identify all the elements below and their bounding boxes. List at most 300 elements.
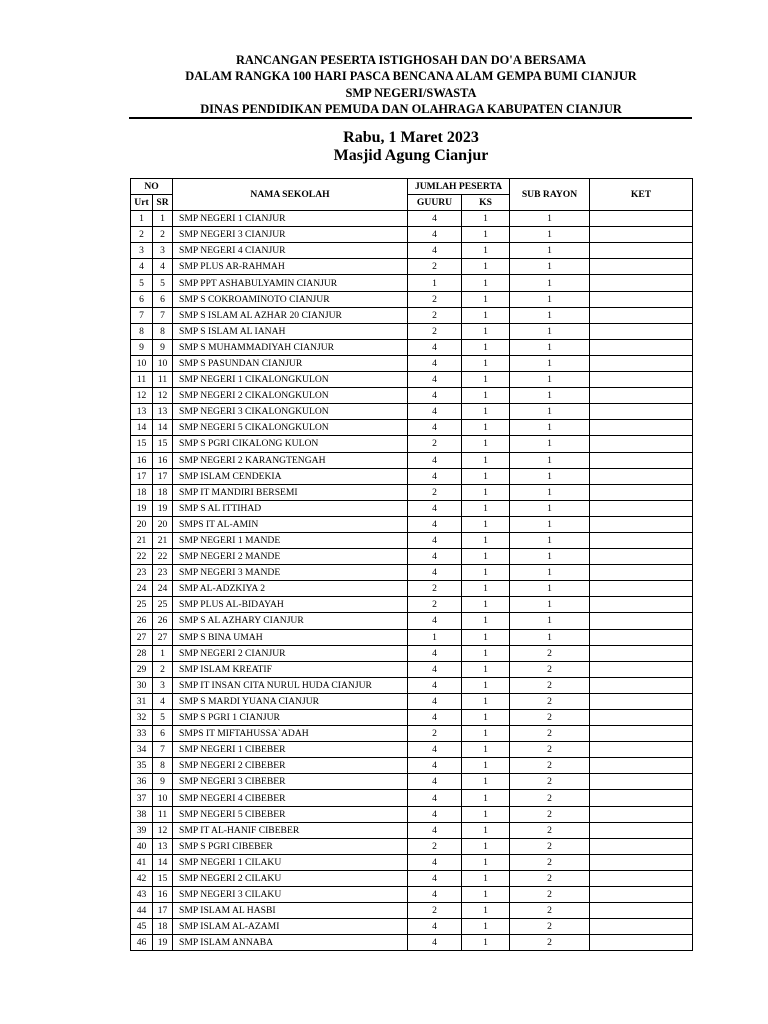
cell-nama-sekolah: SMP S COKROAMINOTO CIANJUR (173, 291, 408, 307)
table-row (131, 645, 693, 661)
cell-guru: 1 (408, 275, 462, 291)
cell-sr: 21 (153, 532, 173, 548)
cell-ket (590, 516, 693, 532)
cell-sr: 2 (153, 661, 173, 677)
cell-ks: 1 (462, 532, 510, 548)
table-row (131, 227, 693, 243)
cell-ks: 1 (462, 355, 510, 371)
cell-ks: 1 (462, 790, 510, 806)
cell-guru: 4 (408, 516, 462, 532)
cell-nama-sekolah: SMP NEGERI 2 CILAKU (173, 870, 408, 886)
cell-guru: 4 (408, 388, 462, 404)
cell-guru: 4 (408, 404, 462, 420)
cell-nama-sekolah: SMP NEGERI 1 CIANJUR (173, 211, 408, 227)
cell-ket (590, 806, 693, 822)
cell-ks: 1 (462, 854, 510, 870)
cell-sub-rayon: 1 (510, 259, 590, 275)
cell-ket (590, 838, 693, 854)
cell-ket (590, 597, 693, 613)
cell-nama-sekolah: SMP ISLAM AL HASBI (173, 903, 408, 919)
cell-sr: 6 (153, 726, 173, 742)
cell-sub-rayon: 2 (510, 774, 590, 790)
cell-ket (590, 790, 693, 806)
cell-sub-rayon: 2 (510, 806, 590, 822)
cell-urt: 43 (131, 887, 153, 903)
cell-guru: 4 (408, 774, 462, 790)
cell-guru: 2 (408, 291, 462, 307)
cell-urt: 13 (131, 404, 153, 420)
cell-sub-rayon: 1 (510, 549, 590, 565)
cell-nama-sekolah: SMP PLUS AR-RAHMAH (173, 259, 408, 275)
cell-ks: 1 (462, 291, 510, 307)
cell-ks: 1 (462, 903, 510, 919)
cell-guru: 2 (408, 581, 462, 597)
cell-ket (590, 468, 693, 484)
cell-sr: 19 (153, 935, 173, 951)
cell-nama-sekolah: SMP ISLAM ANNABA (173, 935, 408, 951)
cell-nama-sekolah: SMP AL-ADZKIYA 2 (173, 581, 408, 597)
table-row (131, 565, 693, 581)
cell-sub-rayon: 1 (510, 243, 590, 259)
cell-sr: 14 (153, 420, 173, 436)
cell-urt: 32 (131, 710, 153, 726)
cell-urt: 30 (131, 677, 153, 693)
cell-nama-sekolah: SMP NEGERI 1 MANDE (173, 532, 408, 548)
cell-guru: 4 (408, 806, 462, 822)
table-row (131, 468, 693, 484)
cell-guru: 2 (408, 259, 462, 275)
header-divider (129, 117, 692, 119)
cell-sub-rayon: 2 (510, 693, 590, 709)
cell-ket (590, 677, 693, 693)
cell-urt: 42 (131, 870, 153, 886)
cell-sr: 27 (153, 629, 173, 645)
col-header-ks: KS (462, 195, 510, 211)
cell-sr: 23 (153, 565, 173, 581)
cell-sr: 1 (153, 645, 173, 661)
cell-ks: 1 (462, 597, 510, 613)
cell-sub-rayon: 1 (510, 436, 590, 452)
table-row (131, 291, 693, 307)
cell-sub-rayon: 2 (510, 726, 590, 742)
cell-sr: 15 (153, 870, 173, 886)
cell-nama-sekolah: SMP NEGERI 3 CIBEBER (173, 774, 408, 790)
cell-sub-rayon: 1 (510, 516, 590, 532)
cell-urt: 15 (131, 436, 153, 452)
cell-guru: 4 (408, 758, 462, 774)
cell-ks: 1 (462, 710, 510, 726)
cell-ket (590, 355, 693, 371)
cell-urt: 29 (131, 661, 153, 677)
table-row (131, 758, 693, 774)
cell-urt: 38 (131, 806, 153, 822)
cell-guru: 4 (408, 710, 462, 726)
cell-sr: 4 (153, 693, 173, 709)
cell-sr: 13 (153, 404, 173, 420)
cell-ks: 1 (462, 243, 510, 259)
cell-guru: 4 (408, 500, 462, 516)
col-header-sub-rayon: SUB RAYON (510, 179, 590, 211)
cell-nama-sekolah: SMP NEGERI 5 CIKALONGKULON (173, 420, 408, 436)
cell-sr: 19 (153, 500, 173, 516)
cell-nama-sekolah: SMP ISLAM CENDEKIA (173, 468, 408, 484)
cell-ket (590, 822, 693, 838)
cell-guru: 4 (408, 677, 462, 693)
cell-ks: 1 (462, 549, 510, 565)
cell-nama-sekolah: SMP NEGERI 2 CIANJUR (173, 645, 408, 661)
cell-sub-rayon: 2 (510, 822, 590, 838)
cell-ket (590, 661, 693, 677)
cell-nama-sekolah: SMP ISLAM KREATIF (173, 661, 408, 677)
cell-sub-rayon: 2 (510, 854, 590, 870)
cell-guru: 4 (408, 211, 462, 227)
cell-guru: 2 (408, 726, 462, 742)
cell-ket (590, 935, 693, 951)
cell-ks: 1 (462, 822, 510, 838)
cell-ks: 1 (462, 227, 510, 243)
table-row (131, 532, 693, 548)
cell-nama-sekolah: SMP S ISLAM AL AZHAR 20 CIANJUR (173, 307, 408, 323)
cell-ks: 1 (462, 500, 510, 516)
cell-ket (590, 532, 693, 548)
table-row (131, 452, 693, 468)
cell-sub-rayon: 1 (510, 211, 590, 227)
cell-ket (590, 339, 693, 355)
cell-urt: 28 (131, 645, 153, 661)
cell-sr: 4 (153, 259, 173, 275)
cell-sr: 26 (153, 613, 173, 629)
cell-sub-rayon: 1 (510, 565, 590, 581)
cell-urt: 46 (131, 935, 153, 951)
cell-ket (590, 323, 693, 339)
cell-sub-rayon: 1 (510, 420, 590, 436)
cell-ks: 1 (462, 565, 510, 581)
cell-ket (590, 549, 693, 565)
cell-ks: 1 (462, 211, 510, 227)
cell-ket (590, 726, 693, 742)
col-header-ket: KET (590, 179, 693, 211)
table-row (131, 372, 693, 388)
cell-urt: 21 (131, 532, 153, 548)
cell-urt: 36 (131, 774, 153, 790)
cell-ket (590, 565, 693, 581)
cell-guru: 2 (408, 903, 462, 919)
cell-nama-sekolah: SMP IT INSAN CITA NURUL HUDA CIANJUR (173, 677, 408, 693)
cell-guru: 2 (408, 436, 462, 452)
cell-guru: 4 (408, 372, 462, 388)
cell-urt: 31 (131, 693, 153, 709)
cell-ket (590, 693, 693, 709)
cell-ket (590, 870, 693, 886)
cell-ks: 1 (462, 742, 510, 758)
cell-nama-sekolah: SMP NEGERI 3 CIANJUR (173, 227, 408, 243)
cell-sr: 9 (153, 339, 173, 355)
cell-urt: 19 (131, 500, 153, 516)
cell-guru: 4 (408, 565, 462, 581)
cell-guru: 4 (408, 243, 462, 259)
cell-ket (590, 710, 693, 726)
cell-ks: 1 (462, 661, 510, 677)
cell-ket (590, 758, 693, 774)
table-body (131, 211, 693, 951)
cell-ks: 1 (462, 259, 510, 275)
cell-ks: 1 (462, 339, 510, 355)
cell-sub-rayon: 1 (510, 372, 590, 388)
table-row (131, 549, 693, 565)
cell-sr: 8 (153, 323, 173, 339)
cell-nama-sekolah: SMP S PASUNDAN CIANJUR (173, 355, 408, 371)
cell-urt: 27 (131, 629, 153, 645)
table-row (131, 677, 693, 693)
table-row (131, 307, 693, 323)
cell-sr: 5 (153, 710, 173, 726)
table-row (131, 420, 693, 436)
cell-sub-rayon: 2 (510, 838, 590, 854)
cell-sr: 25 (153, 597, 173, 613)
cell-sub-rayon: 1 (510, 339, 590, 355)
cell-sub-rayon: 2 (510, 758, 590, 774)
cell-nama-sekolah: SMP PLUS AL-BIDAYAH (173, 597, 408, 613)
cell-ket (590, 903, 693, 919)
cell-nama-sekolah: SMPS IT AL-AMIN (173, 516, 408, 532)
cell-guru: 4 (408, 790, 462, 806)
table-row (131, 710, 693, 726)
cell-guru: 4 (408, 339, 462, 355)
cell-nama-sekolah: SMP NEGERI 2 CIKALONGKULON (173, 388, 408, 404)
cell-nama-sekolah: SMP NEGERI 5 CIBEBER (173, 806, 408, 822)
table-row (131, 613, 693, 629)
cell-ks: 1 (462, 677, 510, 693)
table-row (131, 838, 693, 854)
cell-sr: 13 (153, 838, 173, 854)
cell-sub-rayon: 1 (510, 452, 590, 468)
table-row (131, 211, 693, 227)
cell-sr: 24 (153, 581, 173, 597)
cell-urt: 9 (131, 339, 153, 355)
cell-sr: 17 (153, 468, 173, 484)
cell-urt: 23 (131, 565, 153, 581)
cell-urt: 16 (131, 452, 153, 468)
cell-ket (590, 227, 693, 243)
table-row (131, 870, 693, 886)
cell-guru: 4 (408, 661, 462, 677)
cell-ket (590, 887, 693, 903)
cell-sub-rayon: 2 (510, 710, 590, 726)
table-row (131, 726, 693, 742)
cell-sr: 8 (153, 758, 173, 774)
cell-sub-rayon: 1 (510, 388, 590, 404)
cell-urt: 11 (131, 372, 153, 388)
table-row (131, 597, 693, 613)
cell-ks: 1 (462, 693, 510, 709)
cell-sub-rayon: 2 (510, 935, 590, 951)
cell-ks: 1 (462, 275, 510, 291)
cell-ks: 1 (462, 806, 510, 822)
event-date: Rabu, 1 Maret 2023 (343, 129, 479, 146)
cell-ks: 1 (462, 468, 510, 484)
cell-urt: 3 (131, 243, 153, 259)
table-row (131, 259, 693, 275)
cell-sr: 18 (153, 484, 173, 500)
cell-ks: 1 (462, 758, 510, 774)
table-row (131, 581, 693, 597)
cell-sub-rayon: 1 (510, 484, 590, 500)
cell-guru: 4 (408, 420, 462, 436)
cell-sub-rayon: 1 (510, 404, 590, 420)
header-title-line-3: SMP NEGERI/SWASTA (345, 85, 477, 100)
cell-sr: 17 (153, 903, 173, 919)
cell-urt: 20 (131, 516, 153, 532)
cell-guru: 4 (408, 919, 462, 935)
cell-nama-sekolah: SMP S PGRI CIBEBER (173, 838, 408, 854)
cell-ket (590, 404, 693, 420)
cell-sub-rayon: 1 (510, 355, 590, 371)
table-row (131, 484, 693, 500)
cell-ket (590, 919, 693, 935)
col-header-sr: SR (153, 195, 173, 211)
cell-sr: 15 (153, 436, 173, 452)
cell-sr: 9 (153, 774, 173, 790)
col-header-nama-sekolah: NAMA SEKOLAH (173, 179, 408, 211)
cell-guru: 4 (408, 854, 462, 870)
cell-ks: 1 (462, 452, 510, 468)
cell-urt: 22 (131, 549, 153, 565)
table-row (131, 629, 693, 645)
header-title-line-4: DINAS PENDIDIKAN PEMUDA DAN OLAHRAGA KABUPATEN CIANJUR (200, 101, 622, 116)
event-place: Masjid Agung Cianjur (333, 147, 489, 164)
cell-nama-sekolah: SMP NEGERI 1 CIBEBER (173, 742, 408, 758)
cell-guru: 4 (408, 613, 462, 629)
cell-ket (590, 259, 693, 275)
cell-sub-rayon: 1 (510, 275, 590, 291)
cell-ket (590, 645, 693, 661)
table-row (131, 903, 693, 919)
cell-urt: 39 (131, 822, 153, 838)
cell-guru: 4 (408, 227, 462, 243)
cell-urt: 6 (131, 291, 153, 307)
cell-ks: 1 (462, 919, 510, 935)
cell-guru: 2 (408, 838, 462, 854)
cell-sub-rayon: 1 (510, 597, 590, 613)
cell-nama-sekolah: SMP ISLAM AL-AZAMI (173, 919, 408, 935)
cell-guru: 4 (408, 870, 462, 886)
cell-sr: 10 (153, 790, 173, 806)
cell-ket (590, 436, 693, 452)
cell-nama-sekolah: SMP IT AL-HANIF CIBEBER (173, 822, 408, 838)
table-row (131, 500, 693, 516)
cell-ks: 1 (462, 436, 510, 452)
cell-sub-rayon: 2 (510, 677, 590, 693)
cell-nama-sekolah: SMP NEGERI 2 CIBEBER (173, 758, 408, 774)
cell-urt: 24 (131, 581, 153, 597)
cell-sr: 16 (153, 452, 173, 468)
cell-nama-sekolah: SMP NEGERI 2 KARANGTENGAH (173, 452, 408, 468)
cell-ks: 1 (462, 516, 510, 532)
cell-guru: 4 (408, 887, 462, 903)
cell-guru: 1 (408, 629, 462, 645)
cell-sub-rayon: 2 (510, 903, 590, 919)
cell-sr: 11 (153, 806, 173, 822)
cell-guru: 4 (408, 468, 462, 484)
cell-sr: 10 (153, 355, 173, 371)
cell-ket (590, 420, 693, 436)
cell-ks: 1 (462, 404, 510, 420)
cell-urt: 12 (131, 388, 153, 404)
col-header-no: NO (131, 179, 173, 195)
cell-nama-sekolah: SMP S MUHAMMADIYAH CIANJUR (173, 339, 408, 355)
cell-ket (590, 854, 693, 870)
cell-ks: 1 (462, 581, 510, 597)
document-header (130, 52, 692, 117)
cell-ks: 1 (462, 838, 510, 854)
cell-guru: 2 (408, 307, 462, 323)
cell-sub-rayon: 1 (510, 500, 590, 516)
table-row (131, 404, 693, 420)
cell-sub-rayon: 1 (510, 307, 590, 323)
cell-ks: 1 (462, 484, 510, 500)
table-row (131, 935, 693, 951)
cell-sr: 12 (153, 388, 173, 404)
cell-ks: 1 (462, 887, 510, 903)
cell-ks: 1 (462, 935, 510, 951)
table-row (131, 742, 693, 758)
cell-nama-sekolah: SMP NEGERI 3 CIKALONGKULON (173, 404, 408, 420)
cell-ket (590, 275, 693, 291)
cell-sub-rayon: 2 (510, 870, 590, 886)
col-header-urt: Urt (131, 195, 153, 211)
cell-guru: 4 (408, 355, 462, 371)
cell-sub-rayon: 2 (510, 790, 590, 806)
table-row (131, 919, 693, 935)
cell-nama-sekolah: SMP PPT ASHABULYAMIN CIANJUR (173, 275, 408, 291)
cell-nama-sekolah: SMP S AL ITTIHAD (173, 500, 408, 516)
cell-sr: 3 (153, 243, 173, 259)
cell-urt: 33 (131, 726, 153, 742)
cell-urt: 45 (131, 919, 153, 935)
cell-ks: 1 (462, 726, 510, 742)
table-row (131, 790, 693, 806)
table-row (131, 275, 693, 291)
cell-nama-sekolah: SMP S MARDI YUANA CIANJUR (173, 693, 408, 709)
cell-guru: 4 (408, 532, 462, 548)
cell-ks: 1 (462, 870, 510, 886)
table-row (131, 436, 693, 452)
cell-urt: 44 (131, 903, 153, 919)
cell-sub-rayon: 2 (510, 887, 590, 903)
cell-sub-rayon: 1 (510, 323, 590, 339)
cell-ks: 1 (462, 372, 510, 388)
cell-ks: 1 (462, 323, 510, 339)
cell-guru: 4 (408, 693, 462, 709)
cell-guru: 4 (408, 935, 462, 951)
cell-ket (590, 372, 693, 388)
cell-guru: 4 (408, 742, 462, 758)
cell-ks: 1 (462, 629, 510, 645)
cell-sub-rayon: 2 (510, 661, 590, 677)
cell-ket (590, 581, 693, 597)
cell-nama-sekolah: SMP S AL AZHARY CIANJUR (173, 613, 408, 629)
table-row (131, 355, 693, 371)
cell-ks: 1 (462, 307, 510, 323)
header-title-line-2: DALAM RANGKA 100 HARI PASCA BENCANA ALAM GEMPA BUMI CIANJUR (185, 69, 637, 84)
col-header-guru: GUURU (408, 195, 462, 211)
header-title-line-1: RANCANGAN PESERTA ISTIGHOSAH DAN DO'A BERSAMA (235, 53, 587, 67)
cell-urt: 26 (131, 613, 153, 629)
cell-guru: 2 (408, 323, 462, 339)
cell-guru: 4 (408, 822, 462, 838)
table-row (131, 339, 693, 355)
cell-ks: 1 (462, 645, 510, 661)
